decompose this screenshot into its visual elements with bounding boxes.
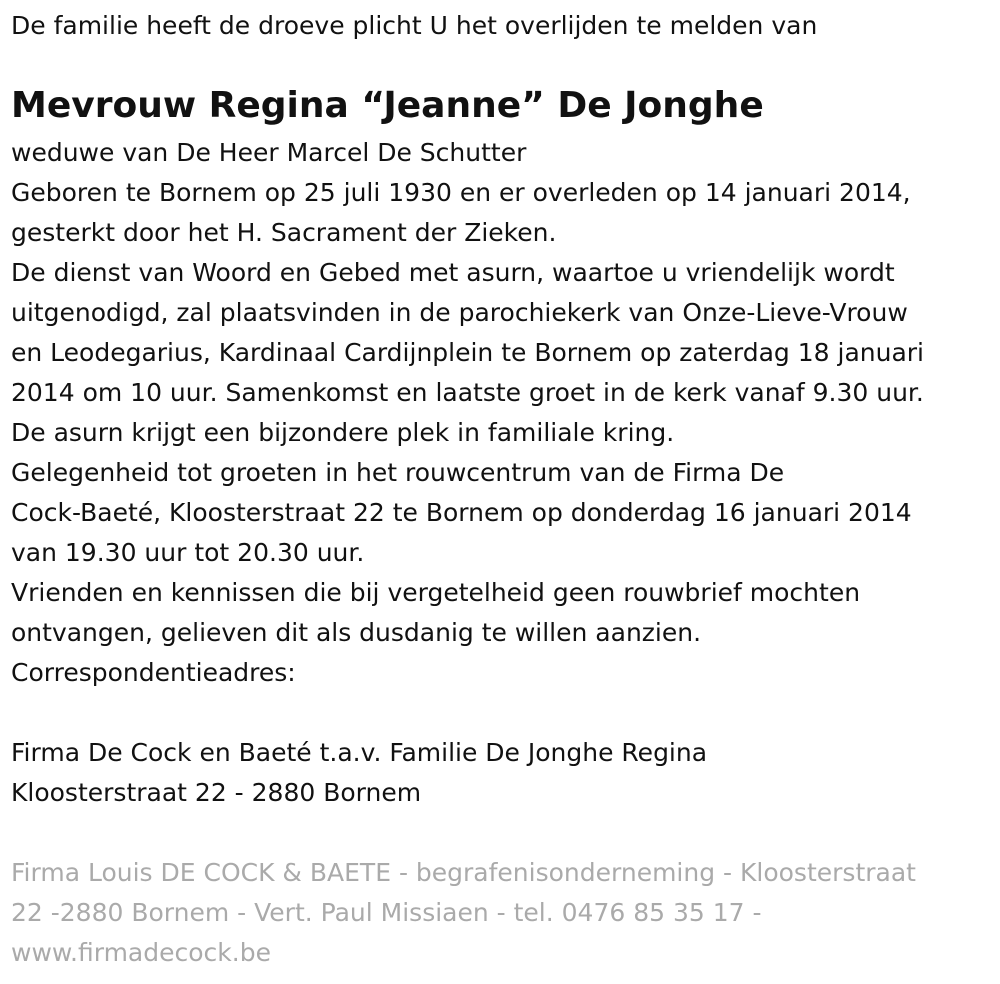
funeral-home-footer [11, 853, 916, 973]
body-line: ontvangen, gelieven dit als dusdanig te willen aanzien. [11, 618, 702, 647]
body-line: van 19.30 uur tot 20.30 uur. [11, 538, 365, 567]
footer-website: www.firmadecock.be [11, 938, 271, 967]
intro-text: De familie heeft de droeve plicht U het overlijden te melden van [11, 11, 818, 40]
body-line: De dienst van Woord en Gebed met asurn, waartoe u vriendelijk wordt [11, 258, 895, 287]
body-line: en Leodegarius, Kardinaal Cardijnplein te Bornem op zaterdag 18 januari [11, 338, 925, 367]
body-line: Correspondentieadres: [11, 658, 296, 687]
footer-line: 22 -2880 Bornem - Vert. Paul Missiaen - tel. 0476 85 35 17 - [11, 898, 762, 927]
body-line: gesterkt door het H. Sacrament der Zieken. [11, 218, 557, 247]
footer-line: Firma Louis DE COCK & BAETE - begrafenisonderneming - Kloosterstraat [11, 858, 916, 887]
body-line: weduwe van De Heer Marcel De Schutter [11, 138, 527, 167]
correspondence-address [11, 733, 707, 813]
address-line: Kloosterstraat 22 - 2880 Bornem [11, 778, 422, 807]
body-line: 2014 om 10 uur. Samenkomst en laatste groet in de kerk vanaf 9.30 uur. [11, 378, 924, 407]
deceased-name: Mevrouw Regina “Jeanne” De Jonghe [11, 85, 764, 126]
address-line: Firma De Cock en Baeté t.a.v. Familie De Jonghe Regina [11, 738, 708, 767]
body-line: Vrienden en kennissen die bij vergetelheid geen rouwbrief mochten [11, 578, 861, 607]
body-line: Geboren te Bornem op 25 juli 1930 en er overleden op 14 januari 2014, [11, 178, 911, 207]
body-line: Cock-Baeté, Kloosterstraat 22 te Bornem op donderdag 16 januari 2014 [11, 498, 912, 527]
body-line: Gelegenheid tot groeten in het rouwcentrum van de Firma De [11, 458, 785, 487]
body-line: De asurn krijgt een bijzondere plek in familiale kring. [11, 418, 675, 447]
notice-body [11, 133, 924, 693]
body-line: uitgenodigd, zal plaatsvinden in de parochiekerk van Onze-Lieve-Vrouw [11, 298, 908, 327]
